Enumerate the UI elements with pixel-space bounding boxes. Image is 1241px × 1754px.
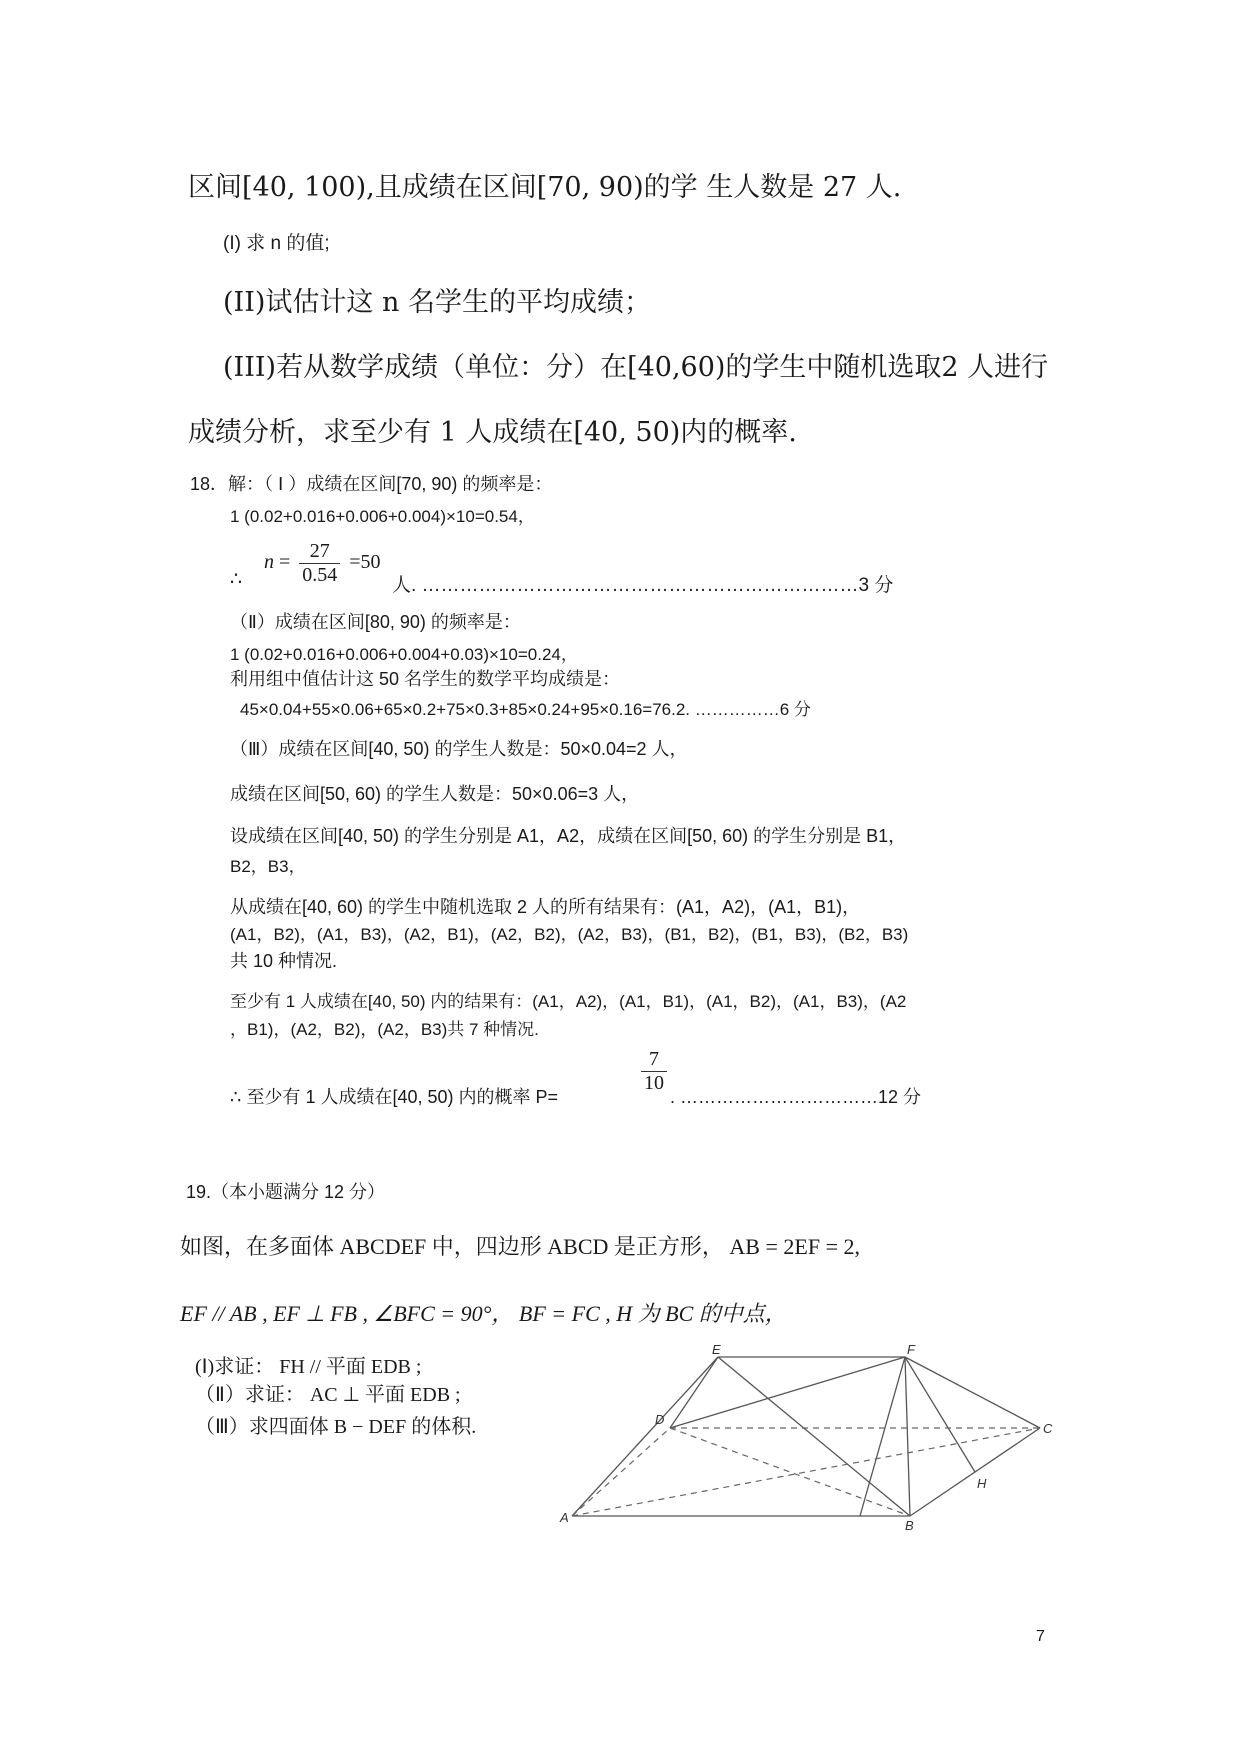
solution18-step9: 成绩在区间[50, 60) 的学生人数是：50×0.06=3 人， xyxy=(230,784,640,804)
label-E: E xyxy=(712,1342,721,1357)
label-A: A xyxy=(560,1510,569,1525)
fraction-numerator: 7 xyxy=(641,1048,667,1072)
therefore-symbol: ∴ xyxy=(230,569,243,590)
problem17-question3: (III)若从数学成绩（单位：分）在[40,60)的学生中随机选取2 人进行 xyxy=(223,352,1049,383)
problem17-line1: 区间[40, 100),且成绩在区间[70, 90)的学 生人数是 27 人. xyxy=(188,172,902,203)
label-B: B xyxy=(905,1518,914,1533)
problem19-line2: EF // AB , EF ⊥ FB , ∠BFC = 90°， BF = FC , H 为 BC 的中点， xyxy=(180,1301,787,1326)
problem19-question2: （Ⅱ）求证： AC ⊥ 平面 EDB ; xyxy=(195,1384,461,1406)
solution18-step15: 至少有 1 人成绩在[40, 50) 内的结果有：(A1，A2)，(A1，B1)，(A1，B2)，(A1，B3)，(A2 xyxy=(230,992,907,1011)
problem19-header: 19.（本小题满分 12 分） xyxy=(186,1182,386,1202)
solution18-step7: 45×0.04+55×0.06+65×0.2+75×0.3+85×0.24+95×0.16=76.2. ……………6 分 xyxy=(240,700,811,719)
page-number: 7 xyxy=(1036,1628,1045,1645)
fraction-7-over-10 xyxy=(641,1048,667,1095)
edge-FH xyxy=(905,1357,975,1472)
edge-ED xyxy=(670,1357,718,1428)
label-C: C xyxy=(1043,1421,1053,1436)
solution18-step14: 共 10 种情况. xyxy=(230,951,338,971)
equals-sign: = xyxy=(279,551,291,574)
polyhedron-figure xyxy=(555,1342,1055,1533)
solution18-step16: ，B1)，(A2，B2)，(A2，B3)共 7 种情况. xyxy=(230,1020,539,1039)
solution18-step6: 利用组中值估计这 50 名学生的数学平均成绩是： xyxy=(230,669,621,689)
fraction-denominator: 0.54 xyxy=(302,564,338,586)
edge-EB xyxy=(718,1357,910,1516)
solution18-step13: (A1，B2)，(A1，B3)，(A2，B1)，(A2，B2)，(A2，B3)，(B1，B2)，(B1，B3)，(B2，B3) xyxy=(230,925,909,944)
label-F: F xyxy=(907,1342,915,1357)
probability-text: ∴ 至少有 1 人成绩在[40, 50) 内的概率 P= xyxy=(230,1087,559,1107)
fraction-27-over-054 xyxy=(299,540,340,587)
fraction-denominator: 10 xyxy=(644,1072,664,1094)
edge-AC xyxy=(572,1428,1040,1516)
edge-FH-solid xyxy=(860,1357,905,1516)
label-H: H xyxy=(977,1476,987,1491)
label-D: D xyxy=(655,1412,665,1427)
solution18-step12: 从成绩在[40, 60) 的学生中随机选取 2 人的所有结果有：(A1，A2)，(A1，B1)， xyxy=(230,897,861,917)
fraction-numerator: 27 xyxy=(299,540,340,564)
n-formula xyxy=(264,540,381,587)
edge-FB xyxy=(905,1357,910,1516)
n-variable: n xyxy=(264,551,274,574)
solution18-step3-tail: 人. ……………………………………………………………3 分 xyxy=(392,575,894,596)
edge-FC xyxy=(905,1357,1040,1428)
edge-DB xyxy=(670,1428,910,1516)
solution18-step5: 1 (0.02+0.016+0.006+0.004+0.03)×10=0.24， xyxy=(230,645,578,664)
problem17-question2: (II)试估计这 n 名学生的平均成绩； xyxy=(223,287,651,318)
edge-AD xyxy=(572,1428,670,1516)
edge-FD xyxy=(670,1357,905,1428)
problem19-line1: 如图，在多面体 ABCDEF 中，四边形 ABCD 是正方形， AB = 2EF = 2, xyxy=(180,1234,860,1259)
probability-tail: . ……………………………12 分 xyxy=(670,1087,922,1107)
problem17-question1: (I) 求 n 的值; xyxy=(223,233,330,254)
result-value: =50 xyxy=(349,551,381,574)
solution18-step1: 18．解：（ Ⅰ ）成绩在区间[70, 90) 的频率是： xyxy=(190,474,553,494)
solution18-step11: B2，B3， xyxy=(230,857,306,876)
solution18-step8: （Ⅲ）成绩在区间[40, 50) 的学生人数是：50×0.04=2 人， xyxy=(230,739,688,759)
problem17-question3-cont: 成绩分析，求至少有 1 人成绩在[40, 50)内的概率. xyxy=(188,417,797,448)
problem19-question3: （Ⅲ）求四面体 B − DEF 的体积. xyxy=(195,1416,477,1438)
problem19-question1: (Ⅰ)求证： FH // 平面 EDB ; xyxy=(195,1356,422,1378)
solution18-step10: 设成绩在区间[40, 50) 的学生分别是 A1，A2，成绩在区间[50, 60) 的学生分别是 B1， xyxy=(230,826,907,846)
solution18-step2: 1 (0.02+0.016+0.006+0.004)×10=0.54， xyxy=(230,507,535,526)
solution18-step4: （Ⅱ）成绩在区间[80, 90) 的频率是： xyxy=(230,612,521,632)
